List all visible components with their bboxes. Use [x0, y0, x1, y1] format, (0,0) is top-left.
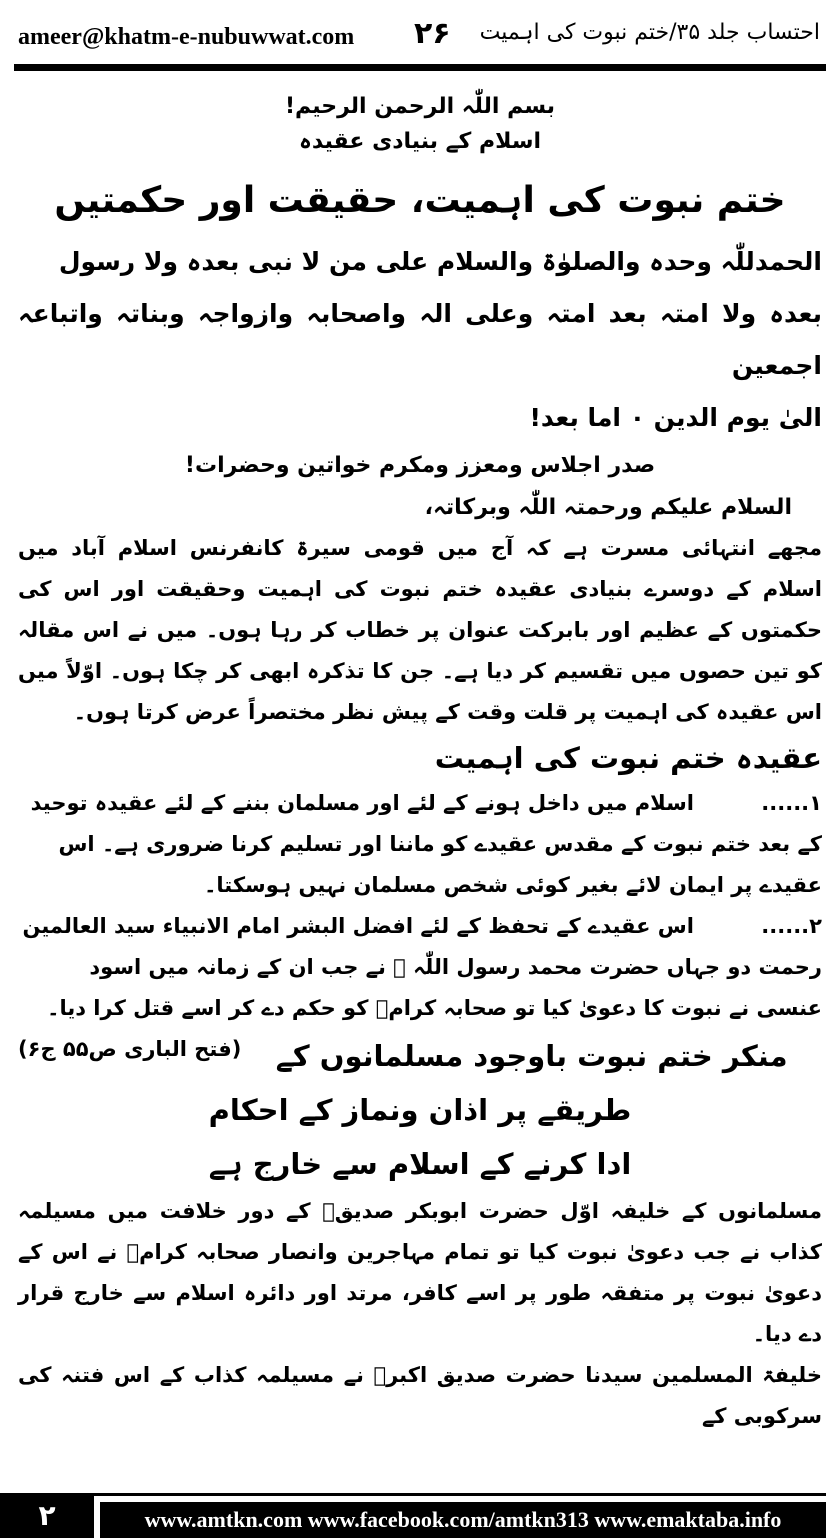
page-header — [14, 14, 826, 58]
header-email: ameer@khatm-e-nubuwwat.com — [18, 24, 355, 50]
section-heading-denier-line-1: منکر ختم نبوت باوجود مسلمانوں کے طریقے پر اذان ونماز کے احکام — [208, 1039, 788, 1127]
point-2-text: اس عقیدے کے تحفظ کے لئے افضل البشر امام الانبیاء سید العالمین رحمت دو جہاں حضرت محمد رسول اللّٰہ ﷺ نے جب ان کے زمانہ میں اسود عنسی نے نبوت کا دعویٰ کیا تو صحابہ کرامؓ کو حکم دے کر اسے قتل کرا دیا۔ — [22, 914, 822, 1020]
footer-page-number: ۲ — [0, 1493, 94, 1538]
paragraph-4: خلیفۃ المسلمین سیدنا حضرت صدیق اکبرؓ نے مسیلمہ کذاب کے اس فتنہ کی سرکوبی کے — [18, 1363, 822, 1428]
arabic-line-3: الیٰ یوم الدین ۰ اما بعد! — [529, 403, 822, 432]
point-1 — [18, 783, 822, 906]
point-1-text: اسلام میں داخل ہونے کے لئے اور مسلمان بننے کے لئے عقیدہ توحید کے بعد ختم نبوت کے مقدس عقیدے کو ماننا اور تسلیم کرنا ضروری ہے۔ اس عقیدے پر ایمان لائے بغیر کوئی شخص مسلمان نہیں ہوسکتا۔ — [30, 791, 822, 897]
header-page-number: ۲۶ — [414, 16, 451, 51]
salam-line: السلام علیکم ورحمتہ اللّٰہ وبرکاتہ، — [424, 495, 792, 520]
section-heading-denier-line-2: ادا کرنے کے اسلام سے خارج ہے — [208, 1147, 632, 1181]
intro-paragraph: مجھے انتہائی مسرت ہے کہ آج میں قومی سیرۃ کانفرنس اسلام آباد میں اسلام کے دوسرے بنیادی عقیدہ ختم نبوت کی اہمیت وحقیقت اور اس کی حکمتوں کے عظیم اور بابرکت عنوان پر خطاب کر رہا ہوں۔ میں نے اس مقالہ کو تین حصوں میں تقسیم کر دیا ہے۔ جن کا تذکرہ ابھی کر چکا ہوں۔ اوّلاً میں اس عقیدہ کی اہمیت پر قلت وقت کے پیش نظر مختصراً عرض کرتا ہوں۔ — [18, 536, 822, 724]
footer-links: www.amtkn.com www.facebook.com/amtkn313 www.emaktaba.info — [100, 1502, 826, 1538]
point-2-number: ۲...... — [761, 914, 822, 938]
point-2 — [18, 906, 822, 1061]
header-rule — [14, 64, 826, 71]
arabic-line-1: الحمدللّٰہ وحدہ والصلوٰۃ والسلام علی من لا نبی بعدہ ولا رسول — [58, 247, 822, 276]
page-body — [18, 80, 822, 1437]
arabic-line-2: بعدہ ولا امتہ بعد امتہ وعلی الہ واصحابہ وازواجہ وبناتہ واتباعہ اجمعین — [18, 299, 822, 380]
page-footer — [0, 1493, 826, 1538]
point-2-reference: (فتح الباری ص۵۵ ج۶) — [18, 1037, 242, 1061]
address-line: صدر اجلاس ومعزز ومکرم خواتین وحضرات! — [184, 453, 656, 478]
paragraph-3: مسلمانوں کے خلیفہ اوّل حضرت ابوبکر صدیقؓ کے دور خلافت میں مسیلمہ کذاب نے جب دعویٰ نبوت کیا تو تمام مہاجرین وانصار صحابہ کرامؓ نے اس کے دعویٰ نبوت پر متفقہ طور پر اسے کافر، مرتد اور دائرہ اسلام سے خارج قرار دے دیا۔ — [18, 1199, 822, 1346]
section-heading-importance: عقیدہ ختم نبوت کی اہمیت — [434, 741, 822, 775]
point-1-number: ۱...... — [761, 791, 822, 815]
footer-rule — [0, 1493, 826, 1496]
bismillah: بسم اللّٰہ الرحمن الرحیم! — [284, 94, 556, 119]
article-title: ختم نبوت کی اہمیت، حقیقت اور حکمتیں — [54, 180, 786, 221]
header-running-title: احتساب جلد ۳۵/ختم نبوت کی اہمیت — [479, 20, 820, 45]
subheading: اسلام کے بنیادی عقیدہ — [298, 129, 542, 154]
